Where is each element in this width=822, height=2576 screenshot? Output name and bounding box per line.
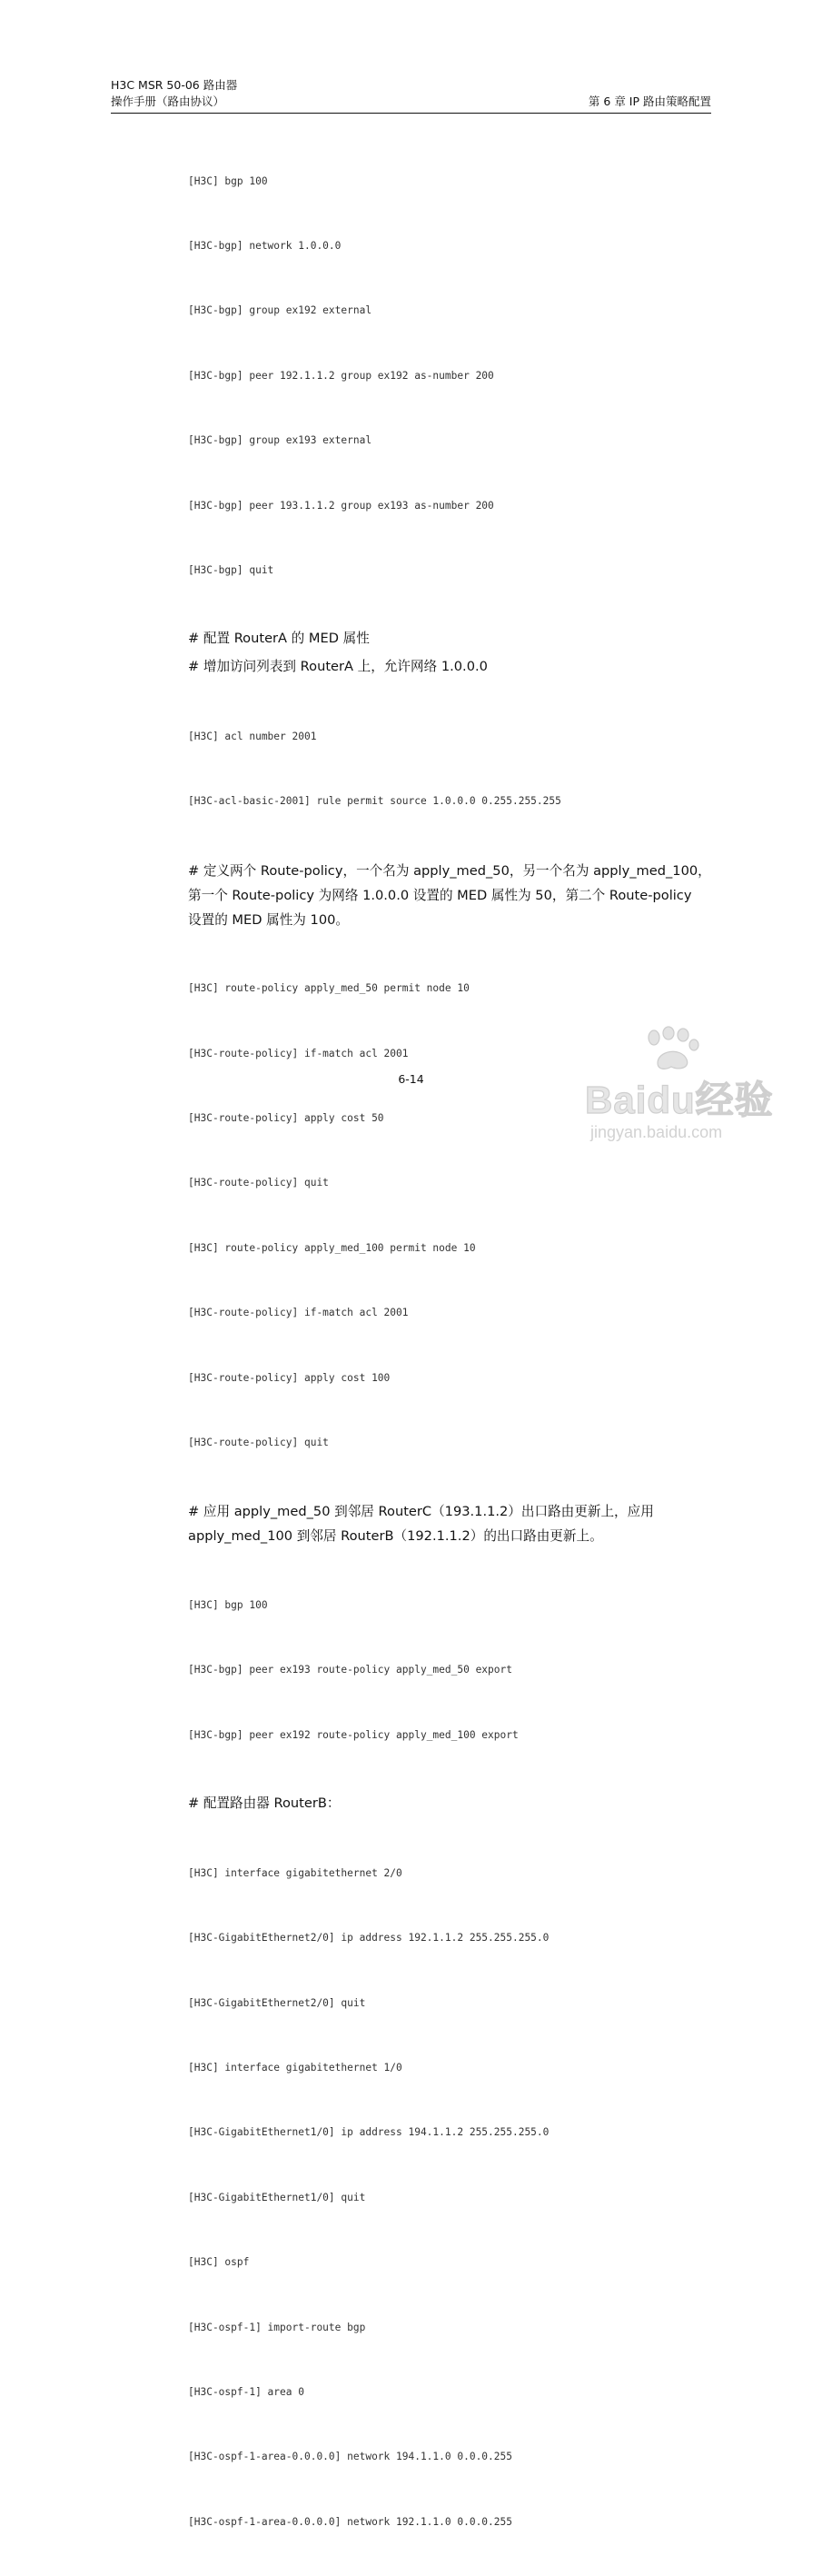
code-line: [H3C-ospf-1] import-route bgp bbox=[188, 2321, 366, 2333]
code-block-acl bbox=[188, 682, 713, 855]
comment-configure-med: # 配置 RouterA 的 MED 属性 bbox=[188, 631, 370, 647]
code-line: [H3C-GigabitEthernet2/0] ip address 192.1.1.2 255.255.255.0 bbox=[188, 1932, 550, 1944]
code-line: [H3C] route-policy apply_med_100 permit node 10 bbox=[188, 1241, 476, 1254]
paragraph-line: # 应用 apply_med_50 到邻居 RouterC（193.1.1.2）出口路由更新上，应用 bbox=[188, 1504, 654, 1520]
code-line: [H3C-route-policy] if-match acl 2001 bbox=[188, 1307, 409, 1319]
code-line: [H3C-bgp] peer 192.1.1.2 group ex192 as-number 200 bbox=[188, 369, 494, 382]
watermark-url: jingyan.baidu.com bbox=[590, 1123, 723, 1141]
document-body bbox=[188, 127, 713, 2576]
code-block-bgp-export bbox=[188, 1551, 713, 1789]
comment-define-route-policy bbox=[188, 859, 713, 932]
code-line: [H3C-route-policy] quit bbox=[188, 1177, 329, 1189]
header-chapter: 第 6 章 IP 路由策略配置 bbox=[588, 94, 711, 108]
comment-apply-policy bbox=[188, 1499, 713, 1548]
code-line: [H3C-bgp] peer ex192 route-policy apply_med_100 export bbox=[188, 1728, 519, 1741]
page-number: 6-14 bbox=[398, 1072, 424, 1086]
code-line: [H3C-route-policy] apply cost 50 bbox=[188, 1112, 384, 1125]
code-block-route-policy bbox=[188, 935, 713, 1497]
code-line: [H3C-bgp] group ex193 external bbox=[188, 434, 372, 447]
code-line: [H3C-bgp] peer ex193 route-policy apply_med_50 export bbox=[188, 1664, 512, 1676]
code-line: [H3C] route-policy apply_med_50 permit node 10 bbox=[188, 982, 470, 995]
comment-add-acl: # 增加访问列表到 RouterA 上，允许网络 1.0.0.0 bbox=[188, 659, 488, 675]
code-line: [H3C-bgp] peer 193.1.1.2 group ex193 as-number 200 bbox=[188, 499, 494, 512]
code-line: [H3C-ospf-1] area 0 bbox=[188, 2385, 304, 2398]
watermark-logo-text: Baidu经验 bbox=[585, 1079, 774, 1121]
code-line: [H3C-bgp] group ex192 external bbox=[188, 304, 372, 317]
code-block-routerb bbox=[188, 1819, 713, 2576]
code-line: [H3C-bgp] network 1.0.0.0 bbox=[188, 239, 342, 252]
code-line: [H3C] ospf bbox=[188, 2256, 250, 2269]
paragraph-line: # 定义两个 Route-policy，一个名为 apply_med_50，另一个名为 apply_med_100， bbox=[188, 862, 711, 879]
baidu-paw-icon bbox=[641, 1027, 705, 1072]
code-line: [H3C] bgp 100 bbox=[188, 1599, 268, 1612]
code-block-bgp bbox=[188, 127, 713, 624]
comment-configure-routerb: # 配置路由器 RouterB： bbox=[188, 1795, 341, 1812]
code-line: [H3C-acl-basic-2001] rule permit source 1.0.0.0 0.255.255.255 bbox=[188, 795, 561, 808]
paragraph-line: 设置的 MED 属性为 100。 bbox=[188, 911, 349, 928]
code-line: [H3C] interface gigabitethernet 2/0 bbox=[188, 1866, 402, 1879]
code-line: [H3C] acl number 2001 bbox=[188, 730, 317, 742]
code-line: [H3C-bgp] quit bbox=[188, 563, 274, 576]
header-product: H3C MSR 50-06 路由器 bbox=[111, 78, 238, 92]
code-line: [H3C-GigabitEthernet1/0] quit bbox=[188, 2191, 366, 2203]
baidu-watermark bbox=[581, 1027, 799, 1154]
code-line: [H3C-route-policy] apply cost 100 bbox=[188, 1371, 391, 1384]
code-line: [H3C-GigabitEthernet2/0] quit bbox=[188, 1996, 366, 2009]
code-line: [H3C-route-policy] quit bbox=[188, 1437, 329, 1449]
page-header bbox=[111, 78, 711, 114]
code-line: [H3C-ospf-1-area-0.0.0.0] network 194.1.1.0 0.0.0.255 bbox=[188, 2451, 512, 2463]
code-line: [H3C-ospf-1-area-0.0.0.0] network 192.1.1.0 0.0.0.255 bbox=[188, 2515, 512, 2528]
code-line: [H3C] interface gigabitethernet 1/0 bbox=[188, 2061, 402, 2074]
code-line: [H3C-route-policy] if-match acl 2001 bbox=[188, 1047, 409, 1059]
code-line: [H3C-GigabitEthernet1/0] ip address 194.1.1.2 255.255.255.0 bbox=[188, 2126, 550, 2139]
paragraph-line: 第一个 Route-policy 为网络 1.0.0.0 设置的 MED 属性为 50，第二个 Route-policy bbox=[188, 887, 692, 903]
code-line: [H3C] bgp 100 bbox=[188, 174, 268, 187]
header-manual: 操作手册（路由协议） bbox=[111, 94, 225, 108]
paragraph-line: apply_med_100 到邻居 RouterB（192.1.1.2）的出口路由更新上。 bbox=[188, 1528, 603, 1545]
